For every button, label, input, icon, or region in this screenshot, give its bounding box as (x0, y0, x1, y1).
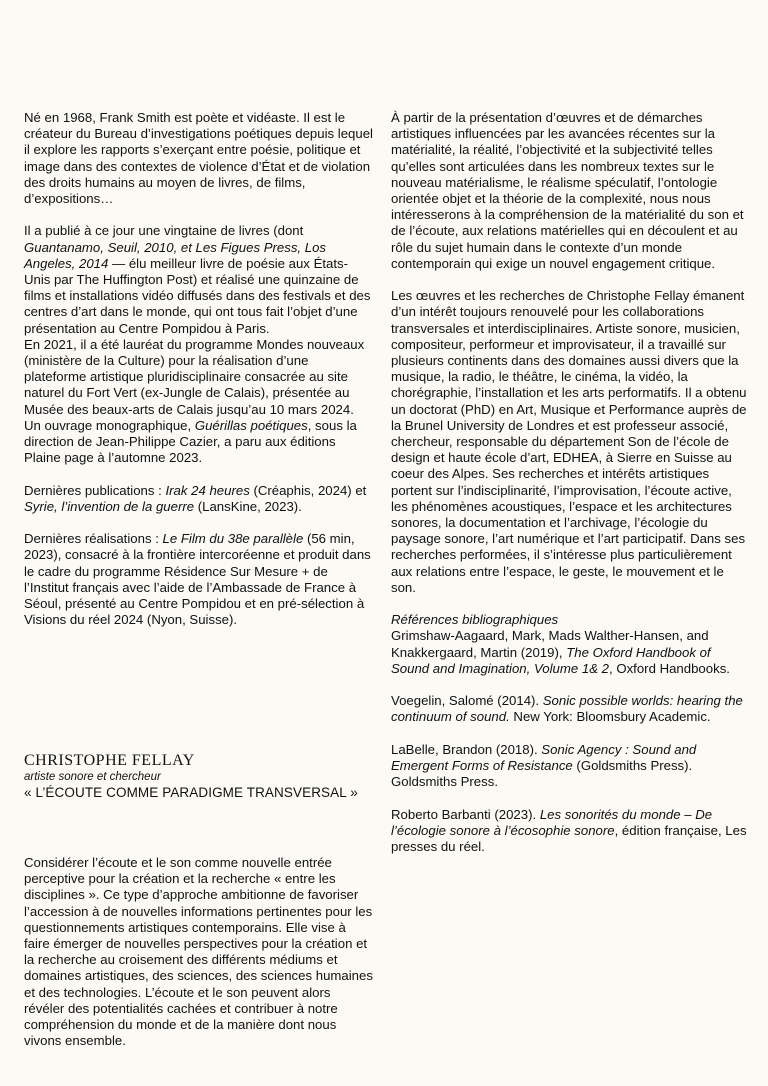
pub-title: Syrie, l’invention de la guerre (24, 498, 195, 514)
pubs-text: (Créaphis, 2024) et (249, 482, 367, 498)
fellay-paragraph-1: À partir de la présentation d’œuvres et de démarches artistiques influencées par les avancées récentes sur la matérialité, la réalité, l’objectivité et la subjectivité telles qu’elles sont articulées dans les nombreux textes sur le nouveau matérialisme, le réalisme spéculatif, l’ontologie orientée objet et la théorie de la complexité, nous nous intéresserons à la compréhension de la matérialité du son et de l’écoute, aux relations matérielles qui en découlent et au rôle du sujet humain dans le contexte d’un monde contemporain qui exige un nouvel engagement critique. (391, 110, 744, 271)
fellay-header (24, 752, 384, 802)
book-title: Guantanamo, Seuil, 2010, et Les Figues Press, Los Angeles, 2014 (24, 239, 327, 271)
ref-title: Sonic Agency : Sound and Emergent Forms of Resistance (391, 741, 697, 774)
films-text: Dernières réalisations : (24, 531, 163, 547)
abstract-text: Considérer l’écoute et le son comme nouvelle entrée perceptive pour la création et la recherche « entre les disciplines ». Ce type d’approche ambitionne de favoriser l’accession à de nouvelles informations pertinentes pour les questionnements artistiques contemporains. Elle vise à faire émerger de nouvelles perspectives pour la création et la recherche au croisement des différents médiums et domaines artistiques, des sciences, des sciences humaines et des technologies. L’écoute et le son peuvent alors révéler des potentialités cachées et contribuer à notre compréhension du monde et de la manière dont nous vivons ensemble. (24, 855, 373, 1049)
ref-text: (Goldsmiths Press). Goldsmiths Press. (391, 758, 693, 790)
ref-text: Voegelin, Salomé (2014). (391, 693, 543, 709)
bio-text: Un ouvrage monographique, (24, 417, 195, 433)
fellay-bio: Les œuvres et les recherches de Christophe Fellay émanent d’un intérêt toujours renouvelé pour les collaborations transversales et interdisciplinaires. Artiste sonore, musicien, compositeur, performeur et improvisateur, il a travaillé sur plusieurs continents dans des domaines aussi divers que la musique, la radio, le théâtre, le cinéma, la vidéo, la chorégraphie, l’installation et les arts performatifs. Il a obtenu un doctorat (PhD) en Art, Musique et Performance auprès de la Brunel University de Londres et est professeur associé, chercheur, responsable du département Son de l’école de design et haute école d’art, EDHEA, à Sierre en Suisse au coeur des Alpes. Ses recherches et intérêts artistiques portent sur l’indisciplinarité, l’improvisation, l’écoute active, les phénomènes acoustiques, l’espace et les architectures sonores, la documentation et l’archivage, l’écologie du paysage sonore, l’art numérique et l’art participatif. Dans ses recherches performées, il s’intéresse plus particulièrement aux relations entre l’espace, le geste, le mouvement et le son. (391, 288, 747, 595)
bio-text: , sous la direction de Jean-Philippe Cazier, a paru aux éditions Plaine page à l’automne 2023. (24, 417, 357, 466)
bio-paragraph-3: En 2021, il a été lauréat du programme Mondes nouveaux (ministère de la Culture) pour la réalisation d’une plateforme artistique pluridisciplinaire consacrée au site naturel du Fort Vert (ex-Jungle de Calais), présentée au Musée des beaux-arts de Calais jusqu’au 10 mars 2024. (24, 336, 365, 417)
fellay-text (391, 110, 751, 855)
frank-smith-bio (24, 110, 374, 628)
reference-2 (391, 693, 751, 725)
ref-text: , édition française, Les presses du réel. (391, 822, 747, 855)
ref-title: The Oxford Handbook of Sound and Imagination, Volume 1& 2 (391, 644, 711, 676)
ref-title: Les sonorités du monde – De l’écologie sonore à l’écosophie sonore (391, 806, 713, 838)
ref-text: Roberto Barbanti (2023). (391, 806, 540, 822)
bio-text: Il a publié à ce jour une vingtaine de livres (dont (24, 223, 304, 239)
talk-title: « L’ÉCOUTE COMME PARADIGME TRANSVERSAL » (24, 785, 358, 800)
bio-paragraph-4 (24, 418, 374, 467)
film-title: Le Film du 38e parallèle (162, 531, 304, 547)
fellay-abstract (24, 855, 374, 1049)
ref-text: Grimshaw-Aagaard, Mark, Mads Walther-Hansen, and Knakkergaard, Martin (2019), (391, 628, 709, 660)
references-heading: Références bibliographiques (391, 612, 559, 628)
bio-paragraph-2 (24, 223, 374, 336)
pubs-text: (LansKine, 2023). (194, 498, 302, 514)
latest-publications (24, 483, 374, 515)
pubs-text: Dernières publications : (24, 482, 166, 498)
pub-title: Irak 24 heures (165, 482, 250, 498)
ref-text: New York: Bloomsbury Academic. (509, 709, 711, 725)
films-text: (56 min, 2023), consacré à la frontière intercoréenne et produit dans le cadre du programme Résidence Sur Mesure + de l’Institut français avec l’aide de l’Ambassade de France à Séoul, présenté au Centre Pompidou et en pré-sélection à Visions du réel 2024 (Nyon, Suisse). (24, 531, 371, 628)
ref-title: Sonic possible worlds: hearing the continuum of sound. (391, 693, 743, 725)
book-title: Guérillas poétiques (194, 417, 308, 433)
bio-paragraph-1: Né en 1968, Frank Smith est poète et vidéaste. Il est le créateur du Bureau d’investigations poétiques depuis lequel il explore les rapports s’exerçant entre poésie, politique et image dans des contextes de violence d’État et de violation des droits humains au moyen de livres, de films, d’expositions… (24, 110, 373, 207)
reference-3 (391, 742, 751, 791)
latest-films (24, 531, 374, 628)
author-name: CHRISTOPHE FELLAY (24, 752, 195, 769)
ref-text: , Oxford Handbooks. (609, 660, 730, 676)
bio-text: — élu meilleur livre de poésie aux États-Unis par The Huffington Post) et réalisé une quinzaine de films et installations vidéo diffusés dans des festivals et des centres d’art dans le monde, qui ont tous fait l’objet d’une présentation au Centre Pompidou à Paris. (24, 255, 371, 336)
author-role: artiste sonore et chercheur (24, 771, 161, 783)
reference-4 (391, 807, 751, 856)
ref-text: LaBelle, Brandon (2018). (391, 741, 542, 757)
reference-1 (391, 628, 751, 677)
